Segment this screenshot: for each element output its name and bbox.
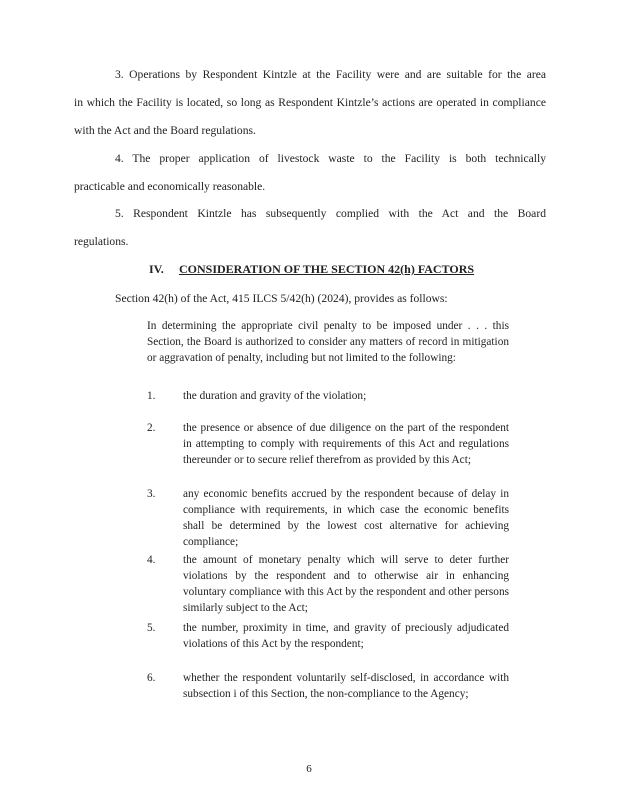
paragraph-4-line-2: practicable and economically reasonable. bbox=[74, 180, 266, 193]
page-number: 6 bbox=[306, 763, 312, 775]
quote-item-number: 3. bbox=[147, 488, 156, 500]
quote-item-text: the amount of monetary penalty which will serve to deter further violations by the respondent and to otherwise air in enhancing voluntary compliance with this Act by the respondent and other persons similarly subject to the Act; bbox=[183, 554, 509, 614]
quote-intro: In determining the appropriate civil penalty to be imposed under . . . this Section, the Board is authorized to consider any matters of record in mitigation or aggravation of penalty, including but not limited to the following: bbox=[147, 320, 509, 364]
quote-item-text: any economic benefits accrued by the respondent because of delay in compliance with requirements, in which case the economic benefits shall be determined by the lowest cost alternative for achieving compliance; bbox=[183, 488, 509, 548]
quote-item-text: the number, proximity in time, and gravity of preciously adjudicated violations of this Act by the respondent; bbox=[183, 622, 509, 650]
section-title: CONSIDERATION OF THE SECTION 42(h) FACTORS bbox=[179, 262, 475, 276]
section-intro: Section 42(h) of the Act, 415 ILCS 5/42(h) (2024), provides as follows: bbox=[115, 292, 448, 305]
quote-item-text: the presence or absence of due diligence on the part of the respondent in attempting to comply with requirements of this Act and regulations thereunder or to secure relief therefrom as provided by this Act; bbox=[183, 422, 509, 466]
paragraph-3-line-1: 3. Operations by Respondent Kintzle at the Facility were and are suitable for the area bbox=[115, 68, 546, 81]
paragraph-5-line-2: regulations. bbox=[74, 235, 129, 248]
quote-item-text: whether the respondent voluntarily self-disclosed, in accordance with subsection i of this Section, the non-compliance to the Agency; bbox=[183, 672, 509, 700]
section-heading bbox=[149, 262, 474, 277]
quote-item-number: 2. bbox=[147, 422, 156, 434]
quote-item-number: 5. bbox=[147, 622, 156, 634]
quote-item-text: the duration and gravity of the violation; bbox=[183, 390, 367, 402]
quote-item-number: 6. bbox=[147, 672, 156, 684]
paragraph-4-line-1: 4. The proper application of livestock waste to the Facility is both technically bbox=[115, 152, 546, 165]
section-number: IV. bbox=[149, 262, 164, 276]
quote-item-number: 4. bbox=[147, 554, 156, 566]
quote-item-number: 1. bbox=[147, 390, 156, 402]
paragraph-5-line-1: 5. Respondent Kintzle has subsequently complied with the Act and the Board bbox=[115, 207, 546, 220]
paragraph-3-line-2: in which the Facility is located, so long as Respondent Kintzle’s actions are operated in compliance bbox=[74, 96, 546, 109]
paragraph-3-line-3: with the Act and the Board regulations. bbox=[74, 124, 256, 137]
